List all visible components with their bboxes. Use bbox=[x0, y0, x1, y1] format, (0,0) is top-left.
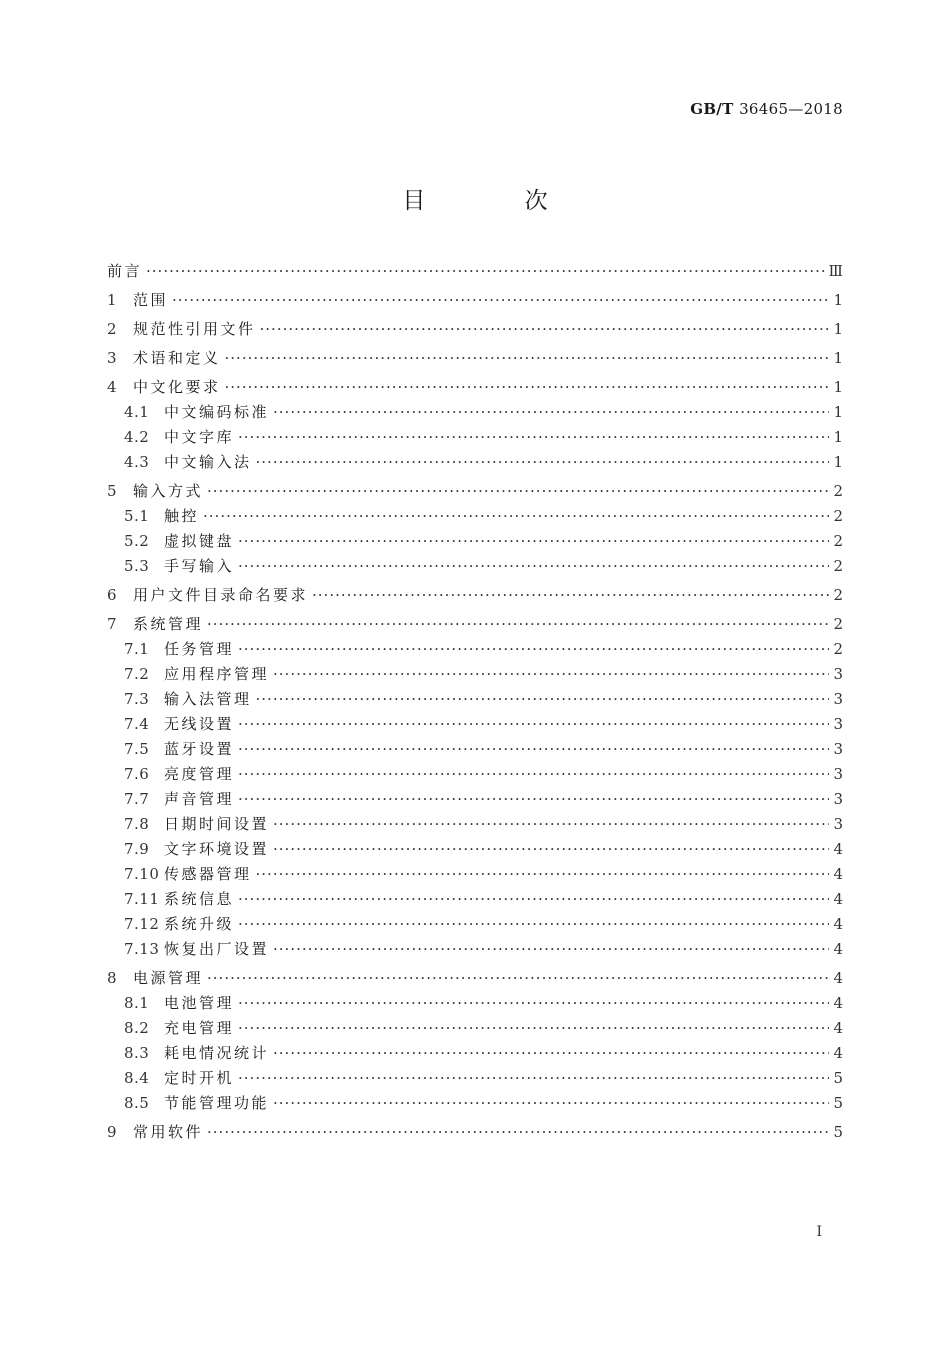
standard-prefix: GB/T bbox=[690, 100, 734, 118]
toc-entry-label: 前言 bbox=[107, 262, 143, 280]
page-title: 目 次 bbox=[402, 188, 594, 214]
toc-leader-dots bbox=[225, 375, 829, 400]
toc-entry[interactable] bbox=[107, 317, 843, 342]
toc-entry-label: 应用程序管理 bbox=[164, 665, 270, 683]
toc-entry-page: 5 bbox=[833, 1094, 843, 1112]
toc-entry-label: 系统信息 bbox=[164, 890, 235, 908]
toc-entry-label: 亮度管理 bbox=[164, 765, 235, 783]
toc-leader-dots bbox=[238, 762, 829, 787]
toc-entry-number: 9 bbox=[107, 1123, 118, 1141]
toc-entry-label: 常用软件 bbox=[133, 1123, 204, 1141]
toc-leader-dots bbox=[238, 991, 829, 1016]
toc-entry-page: 4 bbox=[833, 940, 843, 958]
toc-leader-dots bbox=[238, 637, 829, 662]
toc-leader-dots bbox=[238, 712, 829, 737]
toc-entry-label: 虚拟键盘 bbox=[164, 532, 235, 550]
toc-entry-page: 5 bbox=[833, 1123, 843, 1141]
toc-entry-label: 输入法管理 bbox=[164, 690, 252, 708]
toc-leader-dots bbox=[238, 737, 829, 762]
toc-entry[interactable] bbox=[107, 687, 843, 712]
toc-entry-page: 2 bbox=[833, 532, 843, 550]
toc-entry-number: 7.2 bbox=[124, 665, 150, 683]
toc-entry-page: 1 bbox=[833, 349, 843, 367]
toc-entry-label: 用户文件目录命名要求 bbox=[133, 586, 309, 604]
toc-leader-dots bbox=[225, 346, 829, 371]
toc-entry-label: 传感器管理 bbox=[164, 865, 252, 883]
toc-entry-page: 2 bbox=[833, 640, 843, 658]
toc-entry-page: 4 bbox=[833, 969, 843, 987]
toc-entry-label: 耗电情况统计 bbox=[164, 1044, 270, 1062]
toc-leader-dots bbox=[238, 1066, 829, 1091]
toc-entry-number: 7.7 bbox=[124, 790, 150, 808]
toc-entry-label: 触控 bbox=[164, 507, 200, 525]
toc-entry[interactable] bbox=[107, 837, 843, 862]
toc-leader-dots bbox=[273, 937, 829, 962]
toc-entry-label: 系统管理 bbox=[133, 615, 204, 633]
toc-entry-page: 5 bbox=[833, 1069, 843, 1087]
toc-entry[interactable] bbox=[107, 450, 843, 475]
toc-leader-dots bbox=[238, 887, 829, 912]
toc-entry-page: 1 bbox=[833, 291, 843, 309]
toc-entry-number: 7.8 bbox=[124, 815, 150, 833]
toc-entry-label: 中文编码标准 bbox=[164, 403, 270, 421]
toc-entry-label: 声音管理 bbox=[164, 790, 235, 808]
toc-entry[interactable] bbox=[107, 966, 843, 991]
toc-entry[interactable] bbox=[107, 712, 843, 737]
toc-entry[interactable] bbox=[107, 346, 843, 371]
toc-entry-page: 4 bbox=[833, 890, 843, 908]
toc-entry-page: 3 bbox=[833, 690, 843, 708]
toc-entry[interactable] bbox=[107, 637, 843, 662]
toc-entry-number: 5 bbox=[107, 482, 118, 500]
toc-leader-dots bbox=[273, 400, 829, 425]
toc-entry-page: 3 bbox=[833, 765, 843, 783]
toc-entry[interactable] bbox=[107, 259, 843, 284]
toc-leader-dots bbox=[238, 912, 829, 937]
toc-entry[interactable] bbox=[107, 583, 843, 608]
toc-entry-number: 5.3 bbox=[124, 557, 150, 575]
toc-entry[interactable] bbox=[107, 991, 843, 1016]
toc-entry[interactable] bbox=[107, 662, 843, 687]
toc-entry-number: 7.13 bbox=[124, 940, 160, 958]
toc-entry-number: 8.1 bbox=[124, 994, 150, 1012]
toc-entry-page: 3 bbox=[833, 740, 843, 758]
toc-leader-dots bbox=[207, 612, 829, 637]
toc-entry-page: 3 bbox=[833, 790, 843, 808]
toc-entry[interactable] bbox=[107, 862, 843, 887]
toc-entry-page: 1 bbox=[833, 320, 843, 338]
toc-entry-number: 5.1 bbox=[124, 507, 150, 525]
toc-entry-page: 1 bbox=[833, 428, 843, 446]
toc-entry-label: 充电管理 bbox=[164, 1019, 235, 1037]
toc-entry-number: 8 bbox=[107, 969, 118, 987]
toc-entry-label: 中文字库 bbox=[164, 428, 235, 446]
toc-entry-label: 恢复出厂设置 bbox=[164, 940, 270, 958]
toc-entry[interactable] bbox=[107, 1091, 843, 1116]
toc-leader-dots bbox=[146, 259, 825, 284]
toc-entry-number: 3 bbox=[107, 349, 118, 367]
toc-entry-number: 7.4 bbox=[124, 715, 150, 733]
toc-leader-dots bbox=[172, 288, 829, 313]
toc-entry[interactable] bbox=[107, 529, 843, 554]
toc-entry[interactable] bbox=[107, 812, 843, 837]
toc-entry[interactable] bbox=[107, 1041, 843, 1066]
toc-entry-number: 4 bbox=[107, 378, 118, 396]
toc-entry-label: 任务管理 bbox=[164, 640, 235, 658]
toc-entry-page: 3 bbox=[833, 815, 843, 833]
toc-entry-page: 4 bbox=[833, 1044, 843, 1062]
toc-entry-label: 定时开机 bbox=[164, 1069, 235, 1087]
toc-entry-number: 7.6 bbox=[124, 765, 150, 783]
toc-entry-label: 中文化要求 bbox=[133, 378, 221, 396]
toc-entry-page: 3 bbox=[833, 665, 843, 683]
toc-entry-number: 7 bbox=[107, 615, 118, 633]
toc-entry-number: 4.3 bbox=[124, 453, 150, 471]
toc-leader-dots bbox=[273, 1091, 829, 1116]
toc-entry-number: 7.9 bbox=[124, 840, 150, 858]
toc-leader-dots bbox=[238, 787, 829, 812]
toc-entry-number: 2 bbox=[107, 320, 118, 338]
toc-leader-dots bbox=[256, 687, 829, 712]
toc-leader-dots bbox=[238, 425, 829, 450]
table-of-contents bbox=[107, 259, 843, 1145]
toc-entry[interactable] bbox=[107, 737, 843, 762]
toc-leader-dots bbox=[207, 1120, 829, 1145]
toc-entry-label: 电源管理 bbox=[133, 969, 204, 987]
toc-entry-page: 1 bbox=[833, 453, 843, 471]
toc-entry-page: 2 bbox=[833, 586, 843, 604]
toc-entry-page: 2 bbox=[833, 482, 843, 500]
toc-entry-number: 8.4 bbox=[124, 1069, 150, 1087]
toc-entry-number: 8.3 bbox=[124, 1044, 150, 1062]
toc-entry-label: 电池管理 bbox=[164, 994, 235, 1012]
toc-entry-label: 蓝牙设置 bbox=[164, 740, 235, 758]
toc-entry[interactable] bbox=[107, 787, 843, 812]
toc-entry[interactable] bbox=[107, 1120, 843, 1145]
toc-leader-dots bbox=[273, 662, 829, 687]
toc-entry-number: 7.5 bbox=[124, 740, 150, 758]
toc-entry-number: 7.11 bbox=[124, 890, 160, 908]
toc-entry-number: 7.12 bbox=[124, 915, 160, 933]
toc-entry-number: 4.1 bbox=[124, 403, 150, 421]
toc-entry-page: 4 bbox=[833, 994, 843, 1012]
toc-leader-dots bbox=[207, 966, 829, 991]
toc-entry-page: 4 bbox=[833, 915, 843, 933]
toc-entry-page: 4 bbox=[833, 865, 843, 883]
toc-entry[interactable] bbox=[107, 504, 843, 529]
toc-leader-dots bbox=[207, 479, 829, 504]
standard-number: 36465—2018 bbox=[739, 100, 843, 118]
toc-entry[interactable] bbox=[107, 762, 843, 787]
toc-leader-dots bbox=[238, 1016, 829, 1041]
toc-leader-dots bbox=[238, 529, 829, 554]
toc-leader-dots bbox=[273, 837, 829, 862]
toc-leader-dots bbox=[203, 504, 829, 529]
toc-entry-page: 1 bbox=[833, 403, 843, 421]
toc-entry-label: 术语和定义 bbox=[133, 349, 221, 367]
toc-entry-page: 1 bbox=[833, 378, 843, 396]
toc-entry[interactable] bbox=[107, 937, 843, 962]
toc-leader-dots bbox=[238, 554, 829, 579]
toc-entry-label: 手写输入 bbox=[164, 557, 235, 575]
toc-entry-number: 8.5 bbox=[124, 1094, 150, 1112]
toc-entry[interactable] bbox=[107, 375, 843, 400]
toc-entry-page: Ⅲ bbox=[828, 262, 843, 280]
toc-entry-label: 范围 bbox=[133, 291, 169, 309]
toc-entry[interactable] bbox=[107, 554, 843, 579]
toc-leader-dots bbox=[260, 317, 829, 342]
toc-entry[interactable] bbox=[107, 425, 843, 450]
standard-code bbox=[690, 100, 843, 118]
toc-leader-dots bbox=[312, 583, 829, 608]
toc-entry-page: 4 bbox=[833, 1019, 843, 1037]
toc-entry[interactable] bbox=[107, 912, 843, 937]
toc-entry-label: 输入方式 bbox=[133, 482, 204, 500]
toc-entry-label: 文字环境设置 bbox=[164, 840, 270, 858]
toc-entry-page: 2 bbox=[833, 615, 843, 633]
toc-entry-label: 中文输入法 bbox=[164, 453, 252, 471]
toc-leader-dots bbox=[273, 812, 829, 837]
toc-entry[interactable] bbox=[107, 479, 843, 504]
toc-entry-number: 6 bbox=[107, 586, 118, 604]
toc-entry-number: 1 bbox=[107, 291, 118, 309]
toc-entry-page: 4 bbox=[833, 840, 843, 858]
toc-entry[interactable] bbox=[107, 1016, 843, 1041]
toc-entry-number: 7.3 bbox=[124, 690, 150, 708]
toc-entry-number: 4.2 bbox=[124, 428, 150, 446]
toc-entry-label: 无线设置 bbox=[164, 715, 235, 733]
toc-entry-label: 日期时间设置 bbox=[164, 815, 270, 833]
toc-entry-number: 8.2 bbox=[124, 1019, 150, 1037]
toc-entry-label: 系统升级 bbox=[164, 915, 235, 933]
toc-entry[interactable] bbox=[107, 400, 843, 425]
toc-entry-number: 7.1 bbox=[124, 640, 150, 658]
toc-entry-page: 2 bbox=[833, 507, 843, 525]
toc-entry-number: 7.10 bbox=[124, 865, 160, 883]
toc-leader-dots bbox=[256, 862, 829, 887]
toc-entry-page: 3 bbox=[833, 715, 843, 733]
toc-entry-number: 5.2 bbox=[124, 532, 150, 550]
toc-entry-label: 节能管理功能 bbox=[164, 1094, 270, 1112]
toc-entry[interactable] bbox=[107, 288, 843, 313]
toc-entry-page: 2 bbox=[833, 557, 843, 575]
toc-entry[interactable] bbox=[107, 1066, 843, 1091]
toc-entry[interactable] bbox=[107, 887, 843, 912]
toc-entry-label: 规范性引用文件 bbox=[133, 320, 256, 338]
toc-entry[interactable] bbox=[107, 612, 843, 637]
toc-leader-dots bbox=[256, 450, 829, 475]
toc-leader-dots bbox=[273, 1041, 829, 1066]
page-number: I bbox=[816, 1224, 822, 1240]
